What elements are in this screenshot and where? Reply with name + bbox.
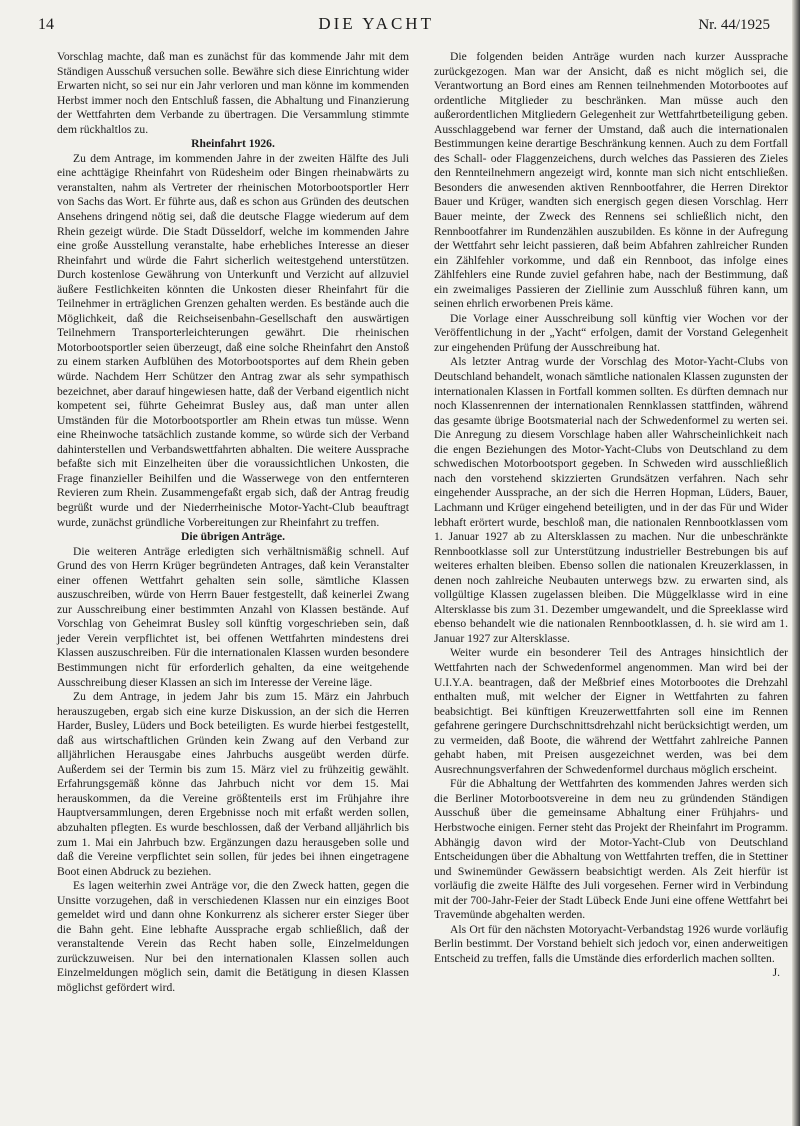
page-edge-shadow [792, 0, 800, 1126]
section-heading-uebrige-antraege: Die übrigen Anträge. [180, 530, 285, 544]
paragraph: Als letzter Antrag wurde der Vorschlag des Motor-Yacht-Clubs von Deutschland behandelt, wonach sämtliche nationalen Klassen zugunsten der internationalen Klassen in Fortfall kommen sollten. Es dürften demnach nur noch Klassenrennen der internationalen Rennklassen stattfinden, während das gesamte übrige Bootsmaterial nach der Schwedenformel zu werten sei. Die Anregung zu diesem Vorschlage haben aller Wahrscheinlichkeit nach die engen Beziehungen des Motor-Yacht-Clubs von Deutschland zu dem schwedischen Motorbootsport gegeben. In Schweden wird ausschließlich nach den vorstehend skizzierten Grundsätzen verfahren. Nach sehr eingehender Aussprache, an der sich die Herren Hopman, Lüders, Bauer, Lachmann und Krüger eingehend beteiligten, und in der das Für und Wider lebhaft erörtert wurde, beschloß man, die nationalen Rennbootklassen vom 1. Januar 1927 ab zu Altersklassen zu machen. Nur die unbeschränkte Rennbootklasse soll zur Unterstützung industrieller Bestrebungen bis auf weiteres erhalten bleiben. Ebenso sollen die nationalen Kreuzerklassen, in denen noch zahlreiche Neubauten unterwegs bzw. zu erwarten sind, als vollgültige Klassen zugelassen bleiben. Die Müggelklasse wird in eine Altersklasse bis zum 31. Dezember umgewandelt, und die Spreeklasse wird ebenso behandelt wie die nationalen Rennbootklassen, d. h. sie wird am 1. Januar 1927 zur Altersklasse. [434, 355, 788, 645]
paragraph: Zu dem Antrage, im kommenden Jahre in der zweiten Hälfte des Juli eine achttägige Rheinfahrt von Rüdesheim oder Bingen rheinabwärts zu veranstalten, nahm als Vertreter der rheinischen Motorbootsportler Herr von Sachs das Wort. Er führte aus, daß es schon aus Gründen des deutschen Ansehens dringend nötig sei, daß die deutsche Flagge wiederum auf dem Rhein gezeigt würde. Die Stadt Düsseldorf, welche im kommenden Jahre eine große Ausstellung veranstalte, habe erhebliches Interesse an dieser Rheinfahrt und würde die Fahrt sicherlich weitestgehend unterstützen. Durch kostenlose Gewährung von Unterkunft und Verzicht auf allzuviel äußere Festlichkeiten könnten die Unkosten dieser Rheinfahrt für die Teilnehmer in erträglichen Grenzen gehalten werden. Es bestände auch die Möglichkeit, daß die Reichseisenbahn-Gesellschaft den auswärtigen Teilnehmern Transporterleichterungen gewährt. Die rheinischen Motorbootsportler seien überzeugt, daß eine solche Rheinfahrt den Anstoß zu einem starken Aufblühen des Motorbootsportes auf dem Rhein geben würde. Nachdem Herr Schützer den Antrag zwar als sehr sympathisch bezeichnet, aber darauf hingewiesen hatte, daß der Verband eigentlich nicht kompetent sei, führte Geheimrat Busley aus, daß man unter allen Umständen für die Motorbootsportler am Rhein etwas tun müsse. Wenn eine Rheinwoche tatsächlich zustande komme, so würde sich der Verband dahinterstellen und Verbandswettfahrten abhalten. Die weitere Aussprache befaßte sich mit Einzelheiten über die voraussichtlichen Unkosten, die Frage finanzieller Beihilfen und die Wasserwege von den entfernteren Revieren zum Rhein. Zusammengefaßt ergab sich, daß der Antrag freudig begrüßt wurde und der Niederrheinische Motor-Yacht-Club beauftragt wurde, zunächst gründliche Vorbereitungen zur Rheinfahrt zu treffen. [57, 151, 409, 529]
page-header [38, 14, 770, 38]
paragraph: Die folgenden beiden Anträge wurden nach kurzer Aussprache zurückgezogen. Man war der Ansicht, daß es nicht möglich sei, die Verantwortung an Bord eines am Rennen teilnehmenden Motorbootes auf ordentliche Mitglieder zu beschränken. Man müsse auch den außerordentlichen Mitgliedern Gelegenheit zur Wettfahrtbeteiligung geben. Ausschlaggebend war ferner der Umstand, daß auch die internationalen Bestimmungen keine derartige Beschränkung kennen. Auch zu dem Fortfall des Schall- oder Flaggenzeichens, durch welches das Passieren des Zieles den Rennteilnehmern angezeigt wird, konnte man sich nicht entschließen. Besonders die anwesenden aktiven Rennbootfahrer, die Herren Direktor Bauer und Krüger, wandten sich energisch gegen diesen Vorschlag. Herr Bauer meinte, der Zweck des Rennens sei schließlich nicht, den Rennbootfahrer im Rundenzählen auszubilden. Es könne in der Aufregung der Wettfahrt sehr leicht passieren, daß beim Abfahren zahlreicher Runden ein Zählfehler vorkomme, und daß ein Rennboot, das infolge eines Zählfehlers eine Runde zuviel gefahren habe, nach der Bestimmung, daß ein zweimaliges Passieren der Ziellinie zum Ausschluß führen kann, um seinen ehrlich erworbenen Preis käme. [434, 50, 788, 311]
paragraph: Für die Abhaltung der Wettfahrten des kommenden Jahres werden sich die Berliner Motorbootsvereine in dem neu zu gründenden Ständigen Ausschuß über die gemeinsame Abhaltung einer Frühjahrs- und Herbstwoche einigen. Ferner steht das Projekt der Rheinfahrt im Programm. Abhängig davon wird der Motor-Yacht-Club von Deutschland Entscheidungen über die Abhaltung von Wettfahrten treffen, die in Stettiner und Swinemünder Gewässern beabsichtigt werden. Als Zeit hierfür ist vorläufig die zweite Hälfte des Juli vorgesehen. Ferner wird in Verbindung mit der 700-Jahr-Feier der Stadt Lübeck Ende Juni eine offene Wettfahrt bei Travemünde abgehalten werden. [434, 777, 788, 922]
author-signature: J. [772, 966, 780, 980]
paragraph: Die weiteren Anträge erledigten sich verhältnismäßig schnell. Auf Grund des von Herrn Krüger begründeten Antrages, daß kein Veranstalter einer offenen Wettfahrt gehalten sein solle, sämtliche Klassen auszuschreiben, würde von Herrn Bauer festgestellt, daß keinerlei Zwang zur Ausschreibung einer bestimmten Anzahl von Klassen bestände. Auf Vorschlag von Geheimrat Busley soll künftig vorgeschrieben sein, daß jeder Verein verpflichtet ist, bei offenen Wettfahrten mindestens drei Klassen auszuschreiben. Für die internationalen Klassen wurden besondere Bestimmungen nicht für erforderlich gehalten, da eine weitgehende Ausschreibung dieser Klassen an sich im Interesse der Vereine läge. [57, 544, 409, 689]
paragraph: Die Vorlage einer Ausschreibung soll künftig vier Wochen vor der Veröffentlichung in der „Yacht“ erfolgen, damit der Vorstand Gelegenheit zur eingehenden Prüfung der Ausschreibung hat. [434, 311, 788, 354]
paragraph: Weiter wurde ein besonderer Teil des Antrages hinsichtlich der Wettfahrten nach der Schwedenformel angenommen. Man wird bei der U.I.Y.A. beantragen, daß der Meßbrief eines Motorbootes die Drehzahl enthalten muß, mit welcher der Eigner in Wettfahrten zu fahren beabsichtigt. Bei künftigen Kreuzerwettfahrten soll eine im Rennen gefahrene geringere Durchschnittsdrehzahl nicht berücksichtigt werden, um zu vermeiden, daß Boote, die während der Wettfahrt zahlreiche Pannen gehabt haben, mit Preisen ausgezeichnet werden, was bei dem Ausrechnungsverfahren der Schwedenformel durchaus möglich erscheint. [434, 646, 788, 776]
right-column [434, 50, 788, 981]
paragraph: Vorschlag machte, daß man es zunächst für das kommende Jahr mit dem Ständigen Ausschuß versuchen solle. Bewähre sich diese Einrichtung wider Erwarten nicht, so sei nur ein Jahr verloren und man könne im kommenden Herbst immer noch den Entschluß fassen, die Abhaltung und Finanzierung der Wettfahrten dem Verbande zu übertragen. Die Versammlung stimmte dem rückhaltlos zu. [57, 50, 409, 136]
paragraph: Es lagen weiterhin zwei Anträge vor, die den Zweck hatten, gegen die Unsitte vorzugehen, daß in verschiedenen Klassen nur ein einziges Boot gemeldet wird und dann ohne Konkurrenz als sicherer erster Sieger über die Bahn geht. Eine lebhafte Aussprache ergab schließlich, daß der veranstaltende Verein das Recht haben solle, Einzelmeldungen zurückzuweisen. Nur bei den internationalen Klassen sollen auch Einzelmeldungen möglich sein, damit die Betätigung in diesen Klassen möglichst gefördert wird. [57, 879, 409, 994]
paragraph: Zu dem Antrage, in jedem Jahr bis zum 15. März ein Jahrbuch herauszugeben, ergab sich eine kurze Diskussion, an der sich die Herren Harder, Busley, Lüders und Bock beteiligten. Es wurde hierbei festgestellt, daß aus wirtschaftlichen Gründen kein Zwang auf den Verband zur alljährlichen Herausgabe eines Jahrbuchs ausgeübt werden dürfe. Außerdem sei der Termin bis zum 15. März viel zu frühzeitig gewählt. Erfahrungsgemäß könne das Jahrbuch nicht vor dem 15. Mai herauskommen, da die Vereine größtenteils erst im Frühjahre ihre Hauptversammlungen, deren Ergebnisse noch mit erfaßt werden sollen, abzuhalten pflegten. Es wurde beschlossen, daß der Verband alljährlich bis zum 1. Mai ein Jahrbuch bzw. Ergänzungen dazu herausgeben solle und daß die Vereine verpflichtet sein sollen, für jedes bei ihnen eingetragene Boot einen Abdruck zu beziehen. [57, 690, 409, 878]
journal-title: DIE YACHT [318, 14, 434, 33]
issue-number: Nr. 44/1925 [698, 17, 770, 33]
paragraph: Als Ort für den nächsten Motoryacht-Verbandstag 1926 wurde vorläufig Berlin bestimmt. Der Vorstand behielt sich jedoch vor, einen anderweitigen Entscheid zu treffen, falls die Umstände dies erforderlich machen sollten. [434, 922, 788, 965]
section-heading-rheinfahrt: Rheinfahrt 1926. [191, 137, 275, 151]
left-column [57, 50, 409, 996]
page-number: 14 [38, 16, 54, 33]
